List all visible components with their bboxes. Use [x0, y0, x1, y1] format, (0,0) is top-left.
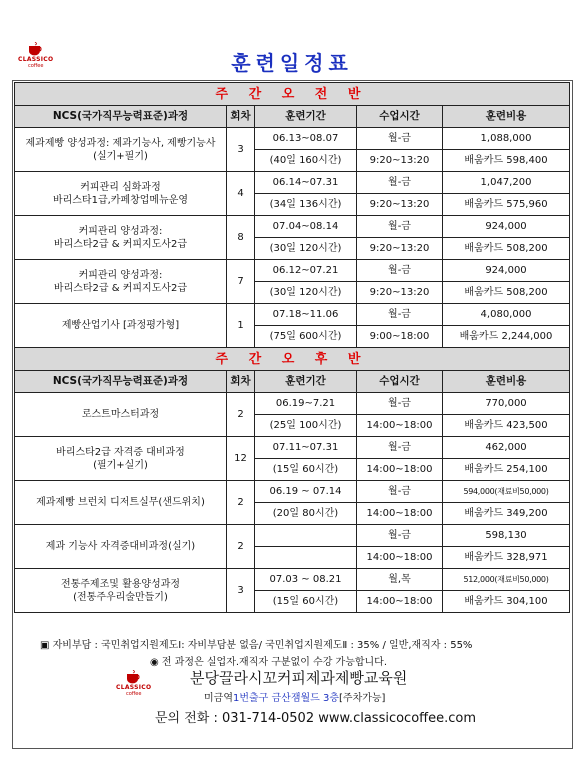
course-round: 12	[227, 437, 255, 481]
course-period: 07.04~08.14	[255, 216, 357, 238]
column-header: 수업시간	[357, 106, 443, 128]
course-time: 9:20~13:20	[357, 282, 443, 304]
column-header: 훈련비용	[443, 371, 570, 393]
course-time: 14:00~18:00	[357, 415, 443, 437]
course-round: 7	[227, 260, 255, 304]
course-days: 월-금	[357, 304, 443, 326]
section-header-row	[15, 348, 570, 371]
course-card-cost: 배움카드 508,200	[443, 238, 570, 260]
course-name: 커피관리 양성과정: 바리스타2급 & 커피지도사2급	[15, 260, 227, 304]
course-name: 전통주제조및 활용양성과정 (전통주우리술만들기)	[15, 569, 227, 613]
course-days: 월-금	[357, 481, 443, 503]
course-name: 바리스타2급 자격증 대비과정 (필기+실기)	[15, 437, 227, 481]
course-hours: (75일 600시간)	[255, 326, 357, 348]
logo-sub: coffee	[125, 691, 142, 697]
table-row	[15, 172, 570, 194]
logo-brand: CLASSICO	[18, 56, 54, 63]
course-days: 월-금	[357, 172, 443, 194]
column-header: 훈련비용	[443, 106, 570, 128]
course-period: 06.19~7.21	[255, 393, 357, 415]
course-name: 커피관리 심화과정 바리스타1급,카페창업메뉴운영	[15, 172, 227, 216]
schedule-table	[14, 82, 570, 613]
course-period: 06.13~08.07	[255, 128, 357, 150]
section-header-row	[15, 83, 570, 106]
course-time: 9:20~13:20	[357, 150, 443, 172]
course-cost: 1,047,200	[443, 172, 570, 194]
course-cost: 594,000(재료비50,000)	[443, 481, 570, 503]
table-row	[15, 569, 570, 591]
section-title: 주 간 오 전 반	[15, 83, 570, 106]
column-header: 훈련기간	[255, 106, 357, 128]
column-header: 회차	[227, 371, 255, 393]
page-title: 훈련일정표	[231, 51, 353, 75]
coffee-cup-icon	[123, 670, 145, 684]
table-row	[15, 481, 570, 503]
course-period: 06.14~07.31	[255, 172, 357, 194]
course-days: 월-금	[357, 525, 443, 547]
column-header: NCS(국가직무능력표준)과정	[15, 106, 227, 128]
course-period: 07.11~07.31	[255, 437, 357, 459]
address-station: 미금역	[204, 693, 233, 704]
logo-brand: CLASSICO	[116, 684, 152, 691]
table-row	[15, 393, 570, 415]
column-header: 회차	[227, 106, 255, 128]
course-days: 월,목	[357, 569, 443, 591]
table-row	[15, 525, 570, 547]
course-cost: 512,000(재료비50,000)	[443, 569, 570, 591]
table-row	[15, 128, 570, 150]
address-parking: [주차가능]	[339, 693, 386, 704]
table-row	[15, 304, 570, 326]
address	[204, 689, 385, 704]
course-cost: 598,130	[443, 525, 570, 547]
course-round: 1	[227, 304, 255, 348]
course-round: 4	[227, 172, 255, 216]
course-time: 14:00~18:00	[357, 547, 443, 569]
course-period: 07.03 ~ 08.21	[255, 569, 357, 591]
course-days: 월-금	[357, 260, 443, 282]
course-time: 14:00~18:00	[357, 459, 443, 481]
course-card-cost: 배움카드 349,200	[443, 503, 570, 525]
course-time: 9:20~13:20	[357, 194, 443, 216]
course-time: 14:00~18:00	[357, 503, 443, 525]
course-period: 06.12~07.21	[255, 260, 357, 282]
table-row	[15, 437, 570, 459]
table-row	[15, 216, 570, 238]
course-period	[255, 525, 357, 547]
eligibility-note: ◉ 전 과정은 실업자.재직자 구분없이 수강 가능합니다.	[150, 657, 388, 668]
fee-note: ▣ 자비부담 : 국민취업지원제도Ⅰ: 자비부담분 없음/ 국민취업지원제도Ⅱ : 35% / 일반,재직자 : 55%	[40, 640, 473, 651]
academy-name: 분당끌라시꼬커피제과제빵교육원	[190, 669, 408, 687]
course-period: 06.19 ~ 07.14	[255, 481, 357, 503]
course-name: 로스트마스터과정	[15, 393, 227, 437]
course-hours	[255, 547, 357, 569]
course-time: 9:20~13:20	[357, 238, 443, 260]
course-card-cost: 배움카드 2,244,000	[443, 326, 570, 348]
course-cost: 4,080,000	[443, 304, 570, 326]
column-header: 훈련기간	[255, 371, 357, 393]
course-round: 2	[227, 481, 255, 525]
course-cost: 462,000	[443, 437, 570, 459]
course-hours: (15일 60시간)	[255, 459, 357, 481]
course-hours: (30일 120시간)	[255, 238, 357, 260]
course-days: 월-금	[357, 393, 443, 415]
course-name: 제과제빵 양성과정: 제과기능사, 제빵기능사 (실기+필기)	[15, 128, 227, 172]
course-period: 07.18~11.06	[255, 304, 357, 326]
course-cost: 924,000	[443, 260, 570, 282]
course-time: 14:00~18:00	[357, 591, 443, 613]
address-location: 1번출구 금산잼월드 3층	[232, 693, 340, 704]
section-title: 주 간 오 후 반	[15, 348, 570, 371]
course-round: 3	[227, 569, 255, 613]
course-days: 월-금	[357, 128, 443, 150]
course-card-cost: 배움카드 598,400	[443, 150, 570, 172]
column-header-row	[15, 371, 570, 393]
column-header: NCS(국가직무능력표준)과정	[15, 371, 227, 393]
course-round: 2	[227, 525, 255, 569]
course-name: 제빵산업기사 [과정평가형]	[15, 304, 227, 348]
course-time: 9:00~18:00	[357, 326, 443, 348]
course-name: 커피관리 양성과정: 바리스타2급 & 커피지도사2급	[15, 216, 227, 260]
course-days: 월-금	[357, 437, 443, 459]
course-hours: (25일 100시간)	[255, 415, 357, 437]
course-cost: 924,000	[443, 216, 570, 238]
course-round: 8	[227, 216, 255, 260]
course-cost: 770,000	[443, 393, 570, 415]
course-card-cost: 배움카드 575,960	[443, 194, 570, 216]
logo-sub: coffee	[27, 63, 44, 69]
column-header-row	[15, 106, 570, 128]
table-row	[15, 260, 570, 282]
course-name: 제과제빵 브런치 디저트실무(샌드위치)	[15, 481, 227, 525]
course-card-cost: 배움카드 508,200	[443, 282, 570, 304]
contact-phone: 문의 전화 : 031-714-0502 www.classicocoffee.com	[155, 711, 477, 726]
classico-logo-footer	[116, 670, 151, 697]
course-round: 2	[227, 393, 255, 437]
course-card-cost: 배움카드 423,500	[443, 415, 570, 437]
course-hours: (15일 60시간)	[255, 591, 357, 613]
course-card-cost: 배움카드 304,100	[443, 591, 570, 613]
course-hours: (20일 80시간)	[255, 503, 357, 525]
course-card-cost: 배움카드 254,100	[443, 459, 570, 481]
course-days: 월-금	[357, 216, 443, 238]
course-hours: (34일 136시간)	[255, 194, 357, 216]
column-header: 수업시간	[357, 371, 443, 393]
course-hours: (30일 120시간)	[255, 282, 357, 304]
course-card-cost: 배움카드 328,971	[443, 547, 570, 569]
course-hours: (40일 160시간)	[255, 150, 357, 172]
course-name: 제과 기능사 자격증대비과정(실기)	[15, 525, 227, 569]
course-round: 3	[227, 128, 255, 172]
course-cost: 1,088,000	[443, 128, 570, 150]
